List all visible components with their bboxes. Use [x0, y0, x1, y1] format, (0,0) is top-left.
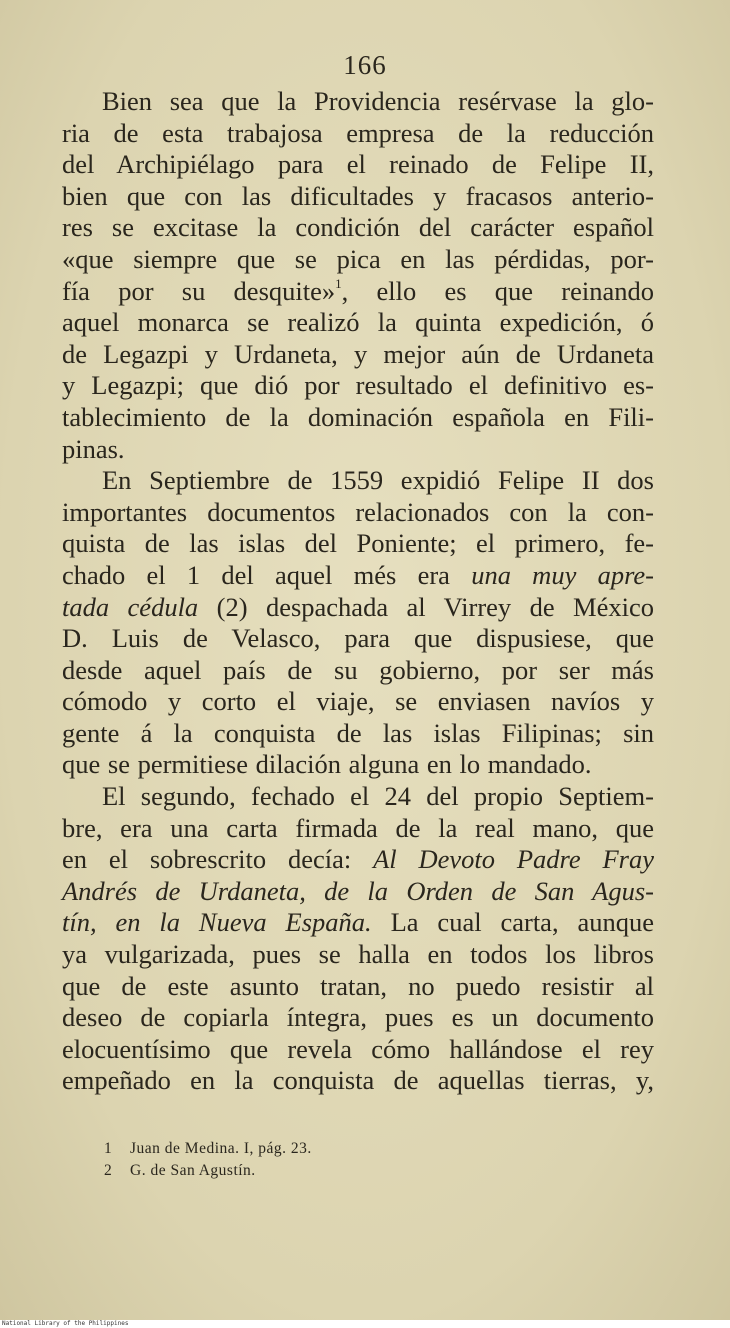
body-text — [62, 86, 654, 1097]
text-line: empeñado en la conquista de aquellas tierras, y, — [62, 1065, 654, 1096]
text-line: aquel monarca se realizó la quinta expedición, ó — [62, 307, 654, 338]
text-line: pinas. — [62, 433, 125, 464]
text-line: desde aquel país de su gobierno, por ser más — [62, 654, 654, 685]
text-line — [62, 560, 654, 592]
text-line — [62, 844, 654, 876]
footnote-number: 1 — [104, 1140, 113, 1157]
text-line: bien que con las dificultades y fracasos anterio- — [62, 180, 654, 211]
text-line: gente á la conquista de las islas Filipinas; sin — [62, 717, 654, 748]
text-line: que de este asunto tratan, no puedo resistir al — [62, 970, 654, 1001]
text-line — [62, 276, 654, 308]
text-line: En Septiembre de 1559 expidió Felipe II dos — [102, 465, 654, 496]
footnote — [104, 1160, 504, 1182]
text-line: del Archipiélago para el reinado de Felipe II, — [62, 149, 654, 180]
text-line: Bien sea que la Providencia resérvase la glo- — [102, 86, 654, 116]
italic-phrase: tada cédula — [62, 591, 199, 622]
text-line: quista de las islas del Poniente; el primero, fe- — [62, 528, 654, 559]
text-line — [62, 876, 654, 908]
text-line: tablecimiento de la dominación española en Fili- — [62, 401, 654, 432]
footnote-reference: 1 — [335, 275, 342, 291]
footnote-number: 2 — [104, 1162, 113, 1179]
text-line: que se permitiese dilación alguna en lo mandado. — [62, 749, 592, 780]
line-segment: , ello es que reinando — [341, 275, 654, 306]
footnote-text: Juan de Medina. I, pág. 23. — [130, 1140, 312, 1157]
text-line: El segundo, fechado el 24 del propio Septiem- — [102, 781, 654, 812]
text-line — [62, 907, 654, 939]
text-line: D. Luis de Velasco, para que dispusiese, que — [62, 623, 654, 654]
line-segment: La cual carta, aunque — [390, 907, 654, 938]
italic-phrase: Andrés de Urdaneta, de la Orden de San Agus- — [62, 875, 654, 906]
text-line: res se excitase la condición del carácter español — [62, 212, 654, 243]
text-line: cómodo y corto el viaje, se enviasen navíos y — [62, 686, 654, 717]
library-credit: National Library of the Philippines — [0, 1320, 730, 1328]
footnote-text: G. de San Agustín. — [130, 1162, 256, 1179]
footnote — [104, 1138, 504, 1160]
italic-phrase: tín, en la Nueva España. — [62, 907, 372, 938]
text-line: bre, era una carta firmada de la real mano, que — [62, 812, 654, 843]
text-line: ya vulgarizada, pues se halla en todos los libros — [62, 939, 654, 970]
text-line: elocuentísimo que revela cómo hallándose el rey — [62, 1033, 654, 1064]
text-line: ria de esta trabajosa empresa de la reducción — [62, 117, 654, 148]
text-line: y Legazpi; que dió por resultado el definitivo es- — [62, 370, 654, 401]
text-line — [62, 592, 654, 624]
page-number: 166 — [343, 50, 387, 80]
line-segment: chado el 1 del aquel més era — [62, 559, 450, 590]
line-segment: en el sobrescrito decía: — [62, 844, 352, 875]
text-line: «que siempre que se pica en las pérdidas, por- — [62, 243, 654, 274]
text-line: de Legazpi y Urdaneta, y mejor aún de Urdaneta — [62, 338, 654, 369]
line-segment: (2) despachada al Virrey de México — [216, 591, 655, 622]
italic-phrase: Al Devoto Padre Fray — [373, 844, 655, 875]
text-line: deseo de copiarla íntegra, pues es un documento — [62, 1002, 654, 1033]
line-segment: fía por su desquite» — [62, 275, 336, 306]
footnotes — [104, 1138, 504, 1182]
text-line: importantes documentos relacionados con la con- — [62, 496, 654, 527]
italic-phrase: una muy apre- — [471, 559, 654, 590]
